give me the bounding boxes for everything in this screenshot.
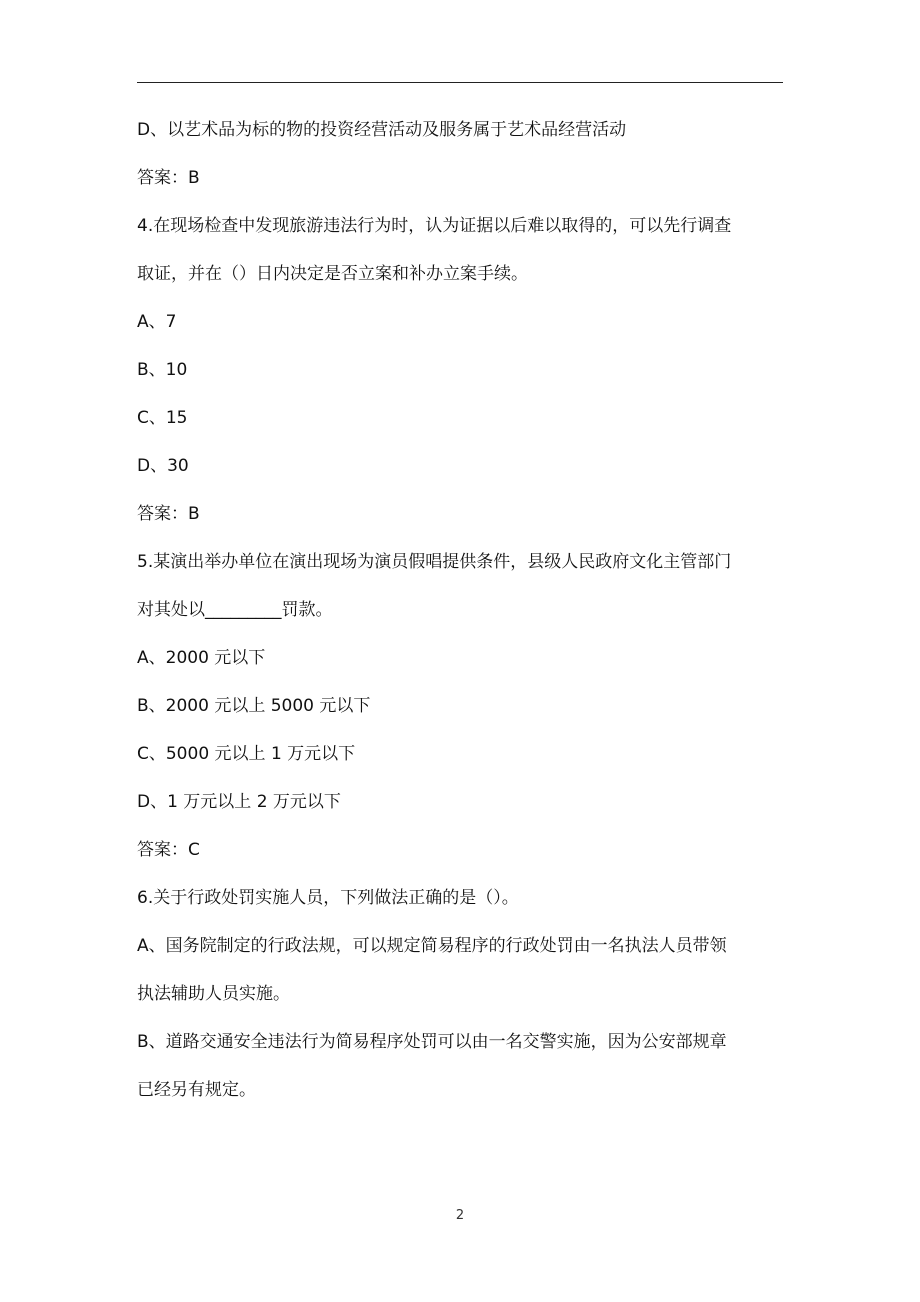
question-5-option-d: D、1 万元以上 2 万元以下: [137, 792, 341, 812]
question-4-text-line2: 取证，并在（）日内决定是否立案和补办立案手续。: [137, 264, 528, 284]
question-6-option-a-line1: A、国务院制定的行政法规，可以规定简易程序的行政处罚由一名执法人员带领: [137, 936, 727, 956]
page-number: 2: [455, 1208, 465, 1223]
question-6-option-b-line2: 已经另有规定。: [137, 1080, 256, 1100]
question-5-text-line2: 对其处以_________罚款。: [137, 600, 333, 620]
header-rule: [137, 82, 783, 83]
question-5-option-b: B、2000 元以上 5000 元以下: [137, 696, 371, 716]
question-6-text: 6.关于行政处罚实施人员，下列做法正确的是（）。: [137, 888, 519, 908]
option-d-prev: D、以艺术品为标的物的投资经营活动及服务属于艺术品经营活动: [137, 120, 627, 140]
question-4: [137, 214, 787, 286]
question-5: [137, 550, 787, 622]
question-6-option-a: [137, 934, 787, 1006]
question-4-option-b: B、10: [137, 360, 188, 380]
question-5-option-a: A、2000 元以下: [137, 648, 266, 668]
question-5-answer: 答案：C: [137, 840, 200, 860]
question-5-option-c: C、5000 元以上 1 万元以下: [137, 744, 356, 764]
page-content: [137, 118, 787, 1126]
question-6-option-a-line2: 执法辅助人员实施。: [137, 984, 290, 1004]
question-4-option-a: A、7: [137, 312, 177, 332]
question-4-option-d: D、30: [137, 456, 189, 476]
answer-prev: 答案：B: [137, 168, 200, 188]
question-4-answer: 答案：B: [137, 504, 200, 524]
question-4-option-c: C、15: [137, 408, 188, 428]
question-6-option-b-line1: B、道路交通安全违法行为简易程序处罚可以由一名交警实施，因为公安部规章: [137, 1032, 727, 1052]
question-5-text-line1: 5.某演出举办单位在演出现场为演员假唱提供条件，县级人民政府文化主管部门: [137, 552, 732, 572]
question-6-option-b: [137, 1030, 787, 1102]
question-4-text-line1: 4.在现场检查中发现旅游违法行为时，认为证据以后难以取得的，可以先行调查: [137, 216, 732, 236]
